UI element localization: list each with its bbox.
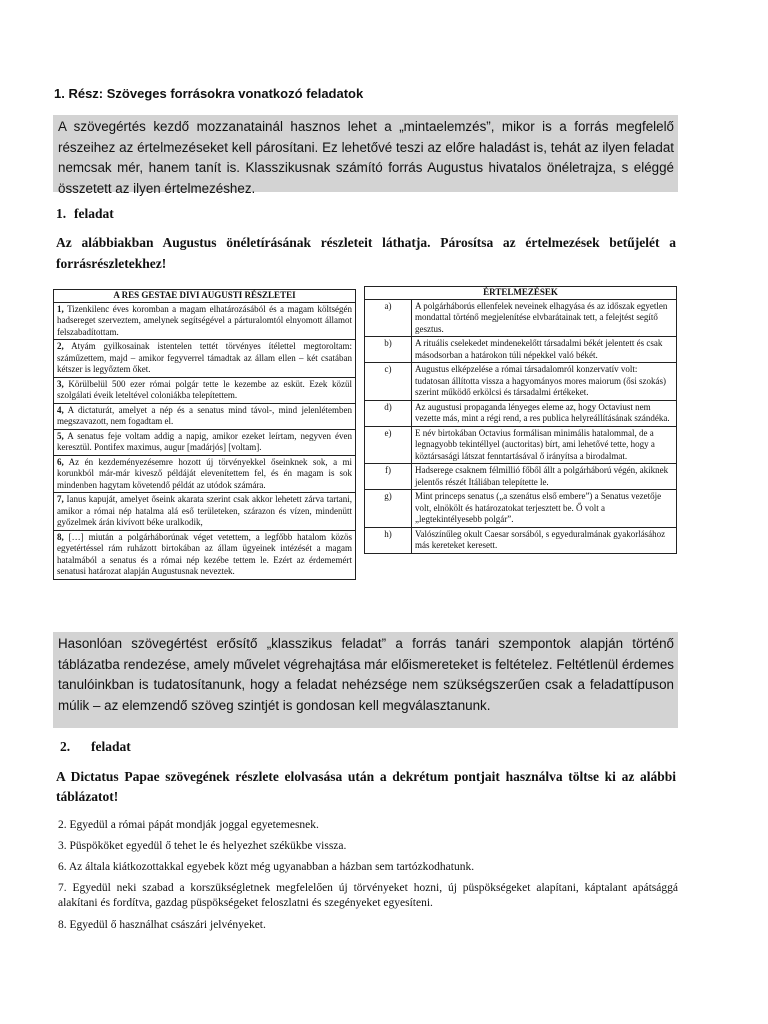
res-gestae-header: A RES GESTAE DIVI AUGUSTI RÉSZLETEI	[54, 290, 356, 303]
middle-text: Hasonlóan szövegértést erősítő „klasszikus feladat” a forrás tanári szempontok alapján történő táblázatba rendezése, amely művelet végrehajtása már előismereteket is feltételez. Feltétlenül érdemes tanulóinkban is tudatosítanunk, hogy a feladat nehézsége nem szükségszerűen csak a feladattípuson múlik – az elemzendő szöveg szintjét is gondosan kell megválasztanunk.	[58, 636, 674, 713]
task1-number: 1.	[56, 206, 67, 221]
row-letter: d)	[365, 400, 412, 426]
row-letter: c)	[365, 363, 412, 401]
middle-text-box	[53, 632, 678, 728]
table-row	[365, 400, 677, 426]
table-row	[365, 363, 677, 401]
table-row	[365, 527, 677, 553]
task1-label: feladat	[74, 206, 114, 221]
row-number: 3,	[57, 378, 64, 389]
table-row	[54, 455, 356, 493]
table-row	[365, 490, 677, 528]
row-text: Mint princeps senatus („a szenátus első embere”) a Senatus vezetője volt, elnökölt és határozatokat terjesztett be. Ő volt a „legtekintélyesebb polgár”.	[412, 490, 677, 528]
task2-label: feladat	[91, 739, 131, 754]
task1-heading	[56, 206, 114, 222]
row-number: 1,	[57, 303, 64, 314]
row-text: A rituális cselekedet mindenekelőtt társadalmi békét jelentett és csak másodsorban a határokon túli népekkel való békét.	[412, 337, 677, 363]
row-number: 2,	[57, 341, 64, 351]
row-number: 6,	[57, 456, 64, 467]
table-row	[365, 337, 677, 363]
task2-number: 2.	[60, 739, 71, 754]
dictatus-item: 2. Egyedül a római pápát mondják joggal egyetemesnek.	[58, 819, 319, 831]
table-row	[54, 429, 356, 455]
dictatus-item: 8. Egyedül ő használhat császári jelvényeket.	[58, 919, 266, 931]
row-text: Az én kezdeményezésemre hozott új törvényekkel őseinknek sok, a mi korunkból már-már kivesző példáját elevenítettem fel, és én magam is sok mindenben hagytam követendő példát az utódok számára.	[57, 456, 352, 490]
table-row	[365, 426, 677, 464]
row-text: Az augustusi propaganda lényeges eleme az, hogy Octaviust nem vezette más, mint a régi rend, a res publica helyreállításának szándéka.	[412, 400, 677, 426]
row-text: Tizenkilenc éves koromban a magam elhatározásából és a magam költségén hadsereget szerveztem, amelynek segítségével a párturalomtól elnyomott államot felszabadítottam.	[57, 303, 352, 337]
table-row	[54, 377, 356, 403]
row-letter: a)	[365, 299, 412, 337]
row-number: 8,	[57, 531, 64, 542]
row-text: A polgárháborús ellenfelek neveinek elhagyása és az időszak egyetlen mondattal történő megjelenítése elvbarátainak tett, a felejtést segítő gesztus.	[412, 299, 677, 337]
row-letter: f)	[365, 464, 412, 490]
part-title: 1. Rész: Szöveges forrásokra vonatkozó feladatok	[54, 86, 364, 101]
table-row	[54, 302, 356, 340]
row-text: A senatus feje voltam addig a napig, amikor ezeket leírtam, negyven éven keresztül. Pontifex maximus, augur [madárjós] [voltam].	[57, 430, 352, 452]
dictatus-item: 7. Egyedül neki szabad a korszükségletnek megfelelően új törvényeket hozni, új püspökségeket alapítani, káptalant apátsággá alakítani és fordítva, gazdag püspökségeket feloszlatni és szegényeket egyesíteni.	[58, 882, 678, 909]
row-number: 5,	[57, 430, 64, 441]
row-letter: b)	[365, 337, 412, 363]
task2-heading	[60, 739, 131, 755]
res-gestae-table	[53, 289, 356, 580]
row-letter: e)	[365, 426, 412, 464]
row-text: Valószínűleg okult Caesar sorsából, s egyeduralmának gyakorlásához más kereteket keresett.	[412, 527, 677, 553]
ertelmezesek-header: ÉRTELMEZÉSEK	[365, 287, 677, 300]
row-text: E név birtokában Octavius formálisan minimális hatalommal, de a legnagyobb tekintéllyel (auctoritas) bírt, ami lehetővé tette, hogy a köztársasági látszat fenntartásával ő irányítsa a birodalmat.	[412, 426, 677, 464]
intro-text-box	[53, 115, 678, 196]
row-text: Atyám gyilkosainak istentelen tettét törvényes ítélettel megtoroltam: száműzettem, majd – amikor fegyverrel támadtak az állam ellen – két csatában kétszer is legyőztem őket.	[57, 341, 352, 374]
row-text: A dictaturát, amelyet a nép és a senatus mind távol-, mind jelenlétemben megszavazott, nem fogadtam el.	[57, 404, 352, 426]
task1-instruction: Az alábbiakban Augustus önéletírásának részleteit láthatja. Párosítsa az értelmezések betűjelét a forrásrészletekhez!	[56, 235, 676, 271]
row-text: Augustus elképzelése a római társadalomról konzervatív volt: tudatosan állította vissza a hagyományos mores maiorum (ősi szokás) szerint működő erkölcsi és társadalmi értékeket.	[412, 363, 677, 401]
row-letter: g)	[365, 490, 412, 528]
row-number: 4,	[57, 404, 64, 415]
row-letter: h)	[365, 527, 412, 553]
table-row	[365, 464, 677, 490]
table-row	[54, 403, 356, 429]
row-text: Ianus kapuját, amelyet őseink akarata szerint csak akkor lehetett zárva tartani, amikor a római nép hatalma alá eső területeken, szárazon és vízen, mindenütt győzelmek árán kivívott béke uralkodik,	[57, 494, 353, 527]
row-text: […] miután a polgárháborúnak véget vetettem, a legfőbb hatalom közös egyetértéssel rám ruházott birtokában az állam ügyeinek intézését a magam hatalmából a senatus és a római nép kezébe tettem le. Ezért az érdememért senatusi határozat alapján Augustusnak neveztek.	[57, 531, 353, 576]
table-row	[365, 299, 677, 337]
row-number: 7,	[57, 494, 64, 504]
table-row	[54, 493, 356, 531]
dictatus-item: 6. Az általa kiátkozottakkal egyebek közt még ugyanabban a házban sem tartózkodhatunk.	[58, 861, 475, 873]
row-text: Hadserege csaknem félmillió főből állt a polgárháború végén, akiknek jelentős részét Itáliában telepítette le.	[412, 464, 677, 490]
intro-text: A szövegértés kezdő mozzanatainál hasznos lehet a „mintaelemzés”, mikor is a forrás megfelelő részeihez az értelmezéseket kell párosítani. Ez lehetővé teszi az előre haladást is, tehát az ilyen feladat nemcsak mér, hanem tanít is. Klasszikusnak számító forrás Augustus hivatalos önéletrajza, s eléggé összetett az ilyen értelmezéshez.	[58, 119, 674, 196]
ertelmezesek-table	[364, 286, 677, 554]
table-row	[54, 530, 356, 579]
row-text: Körülbelül 500 ezer római polgár tette le kezembe az esküt. Ezek közül szolgálati éveik leteltével coloniákba telepítettem.	[57, 378, 352, 400]
task2-instruction: A Dictatus Papae szövegének részlete elolvasása után a dekrétum pontjait használva töltse ki az alábbi táblázatot!	[56, 769, 676, 804]
table-row	[54, 340, 356, 378]
dictatus-item: 3. Püspököket egyedül ő tehet le és helyezhet székükbe vissza.	[58, 840, 347, 852]
